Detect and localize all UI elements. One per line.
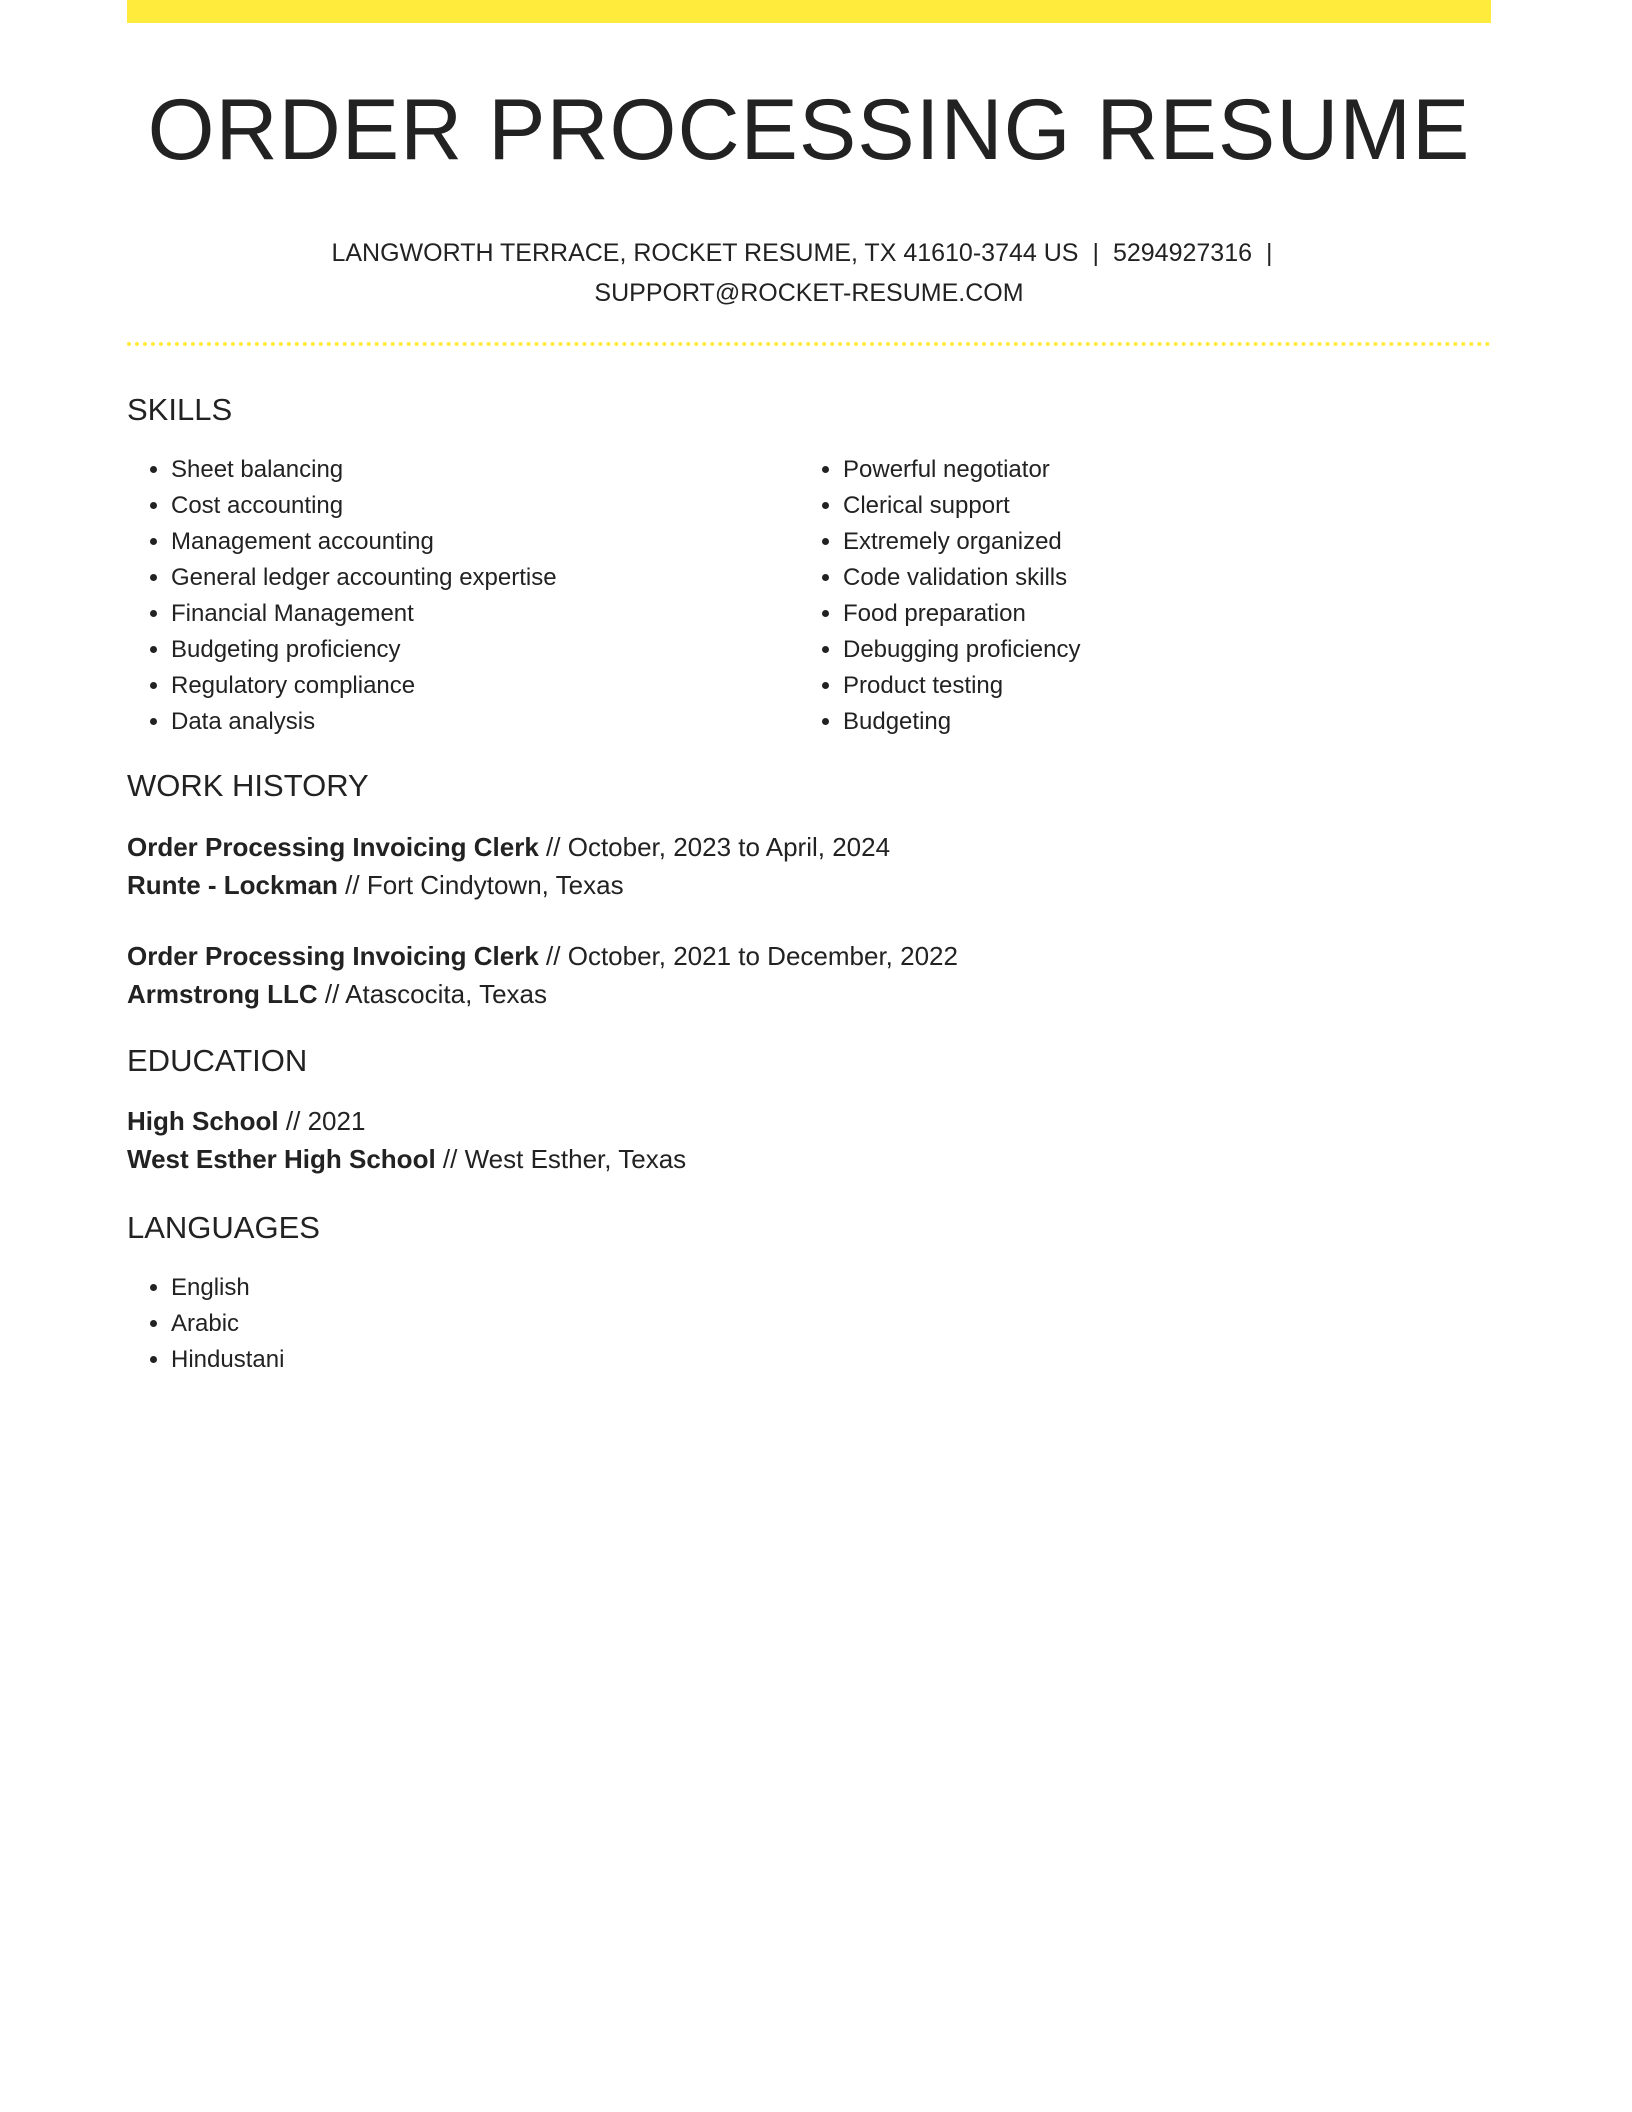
skill-item: • Management accounting [171, 524, 811, 560]
job-company-line [127, 975, 958, 1013]
job-entry [127, 937, 958, 1013]
contact-phone: 5294927316 [1112, 239, 1253, 267]
contact-separator: | [1092, 239, 1099, 267]
languages-heading: LANGUAGES [127, 1210, 320, 1245]
education-degree: High School [127, 1106, 279, 1136]
job-title-line [127, 828, 890, 866]
language-item: • English [171, 1270, 811, 1306]
contact-info [127, 233, 1491, 313]
language-item: • Arabic [171, 1306, 811, 1342]
job-location: // Atascocita, Texas [324, 979, 547, 1009]
skill-item: • General ledger accounting expertise [171, 560, 811, 596]
languages-list [127, 1270, 811, 1378]
education-degree-line [127, 1102, 686, 1140]
skills-heading: SKILLS [127, 392, 233, 427]
work-history-heading: WORK HISTORY [127, 768, 369, 803]
skills-list-left [127, 452, 811, 740]
dotted-divider [127, 342, 1491, 346]
skill-item: • Product testing [843, 668, 1483, 704]
skill-item: • Debugging proficiency [843, 632, 1483, 668]
education-heading: EDUCATION [127, 1043, 308, 1078]
education-location: // West Esther, Texas [442, 1144, 687, 1174]
job-company: Runte - Lockman [127, 870, 338, 900]
resume-title: ORDER PROCESSING RESUME [147, 82, 1471, 178]
job-entry [127, 828, 890, 904]
skill-item: • Data analysis [171, 704, 811, 740]
top-accent-bar [127, 0, 1491, 23]
contact-line-1 [127, 233, 1491, 273]
skill-item: • Budgeting proficiency [171, 632, 811, 668]
job-title: Order Processing Invoicing Clerk [127, 941, 539, 971]
education-entry [127, 1102, 686, 1178]
contact-separator: | [1266, 239, 1273, 267]
job-dates: // October, 2021 to December, 2022 [546, 941, 958, 971]
skill-item: • Budgeting [843, 704, 1483, 740]
education-year: // 2021 [285, 1106, 366, 1136]
education-school-line [127, 1140, 686, 1178]
job-location: // Fort Cindytown, Texas [345, 870, 624, 900]
skills-list-right [799, 452, 1483, 740]
education-school: West Esther High School [127, 1144, 436, 1174]
contact-email: SUPPORT@ROCKET-RESUME.COM [594, 279, 1024, 307]
skill-item: • Financial Management [171, 596, 811, 632]
skill-item: • Food preparation [843, 596, 1483, 632]
language-item: • Hindustani [171, 1342, 811, 1378]
job-company-line [127, 866, 890, 904]
skill-item: • Powerful negotiator [843, 452, 1483, 488]
skill-item: • Sheet balancing [171, 452, 811, 488]
job-company: Armstrong LLC [127, 979, 318, 1009]
skill-item: • Extremely organized [843, 524, 1483, 560]
job-title-line [127, 937, 958, 975]
contact-address: LANGWORTH TERRACE, ROCKET RESUME, TX 41610-3744 US [331, 239, 1079, 267]
skill-item: • Cost accounting [171, 488, 811, 524]
skill-item: • Clerical support [843, 488, 1483, 524]
job-dates: // October, 2023 to April, 2024 [546, 832, 891, 862]
skill-item: • Code validation skills [843, 560, 1483, 596]
job-title: Order Processing Invoicing Clerk [127, 832, 539, 862]
skill-item: • Regulatory compliance [171, 668, 811, 704]
